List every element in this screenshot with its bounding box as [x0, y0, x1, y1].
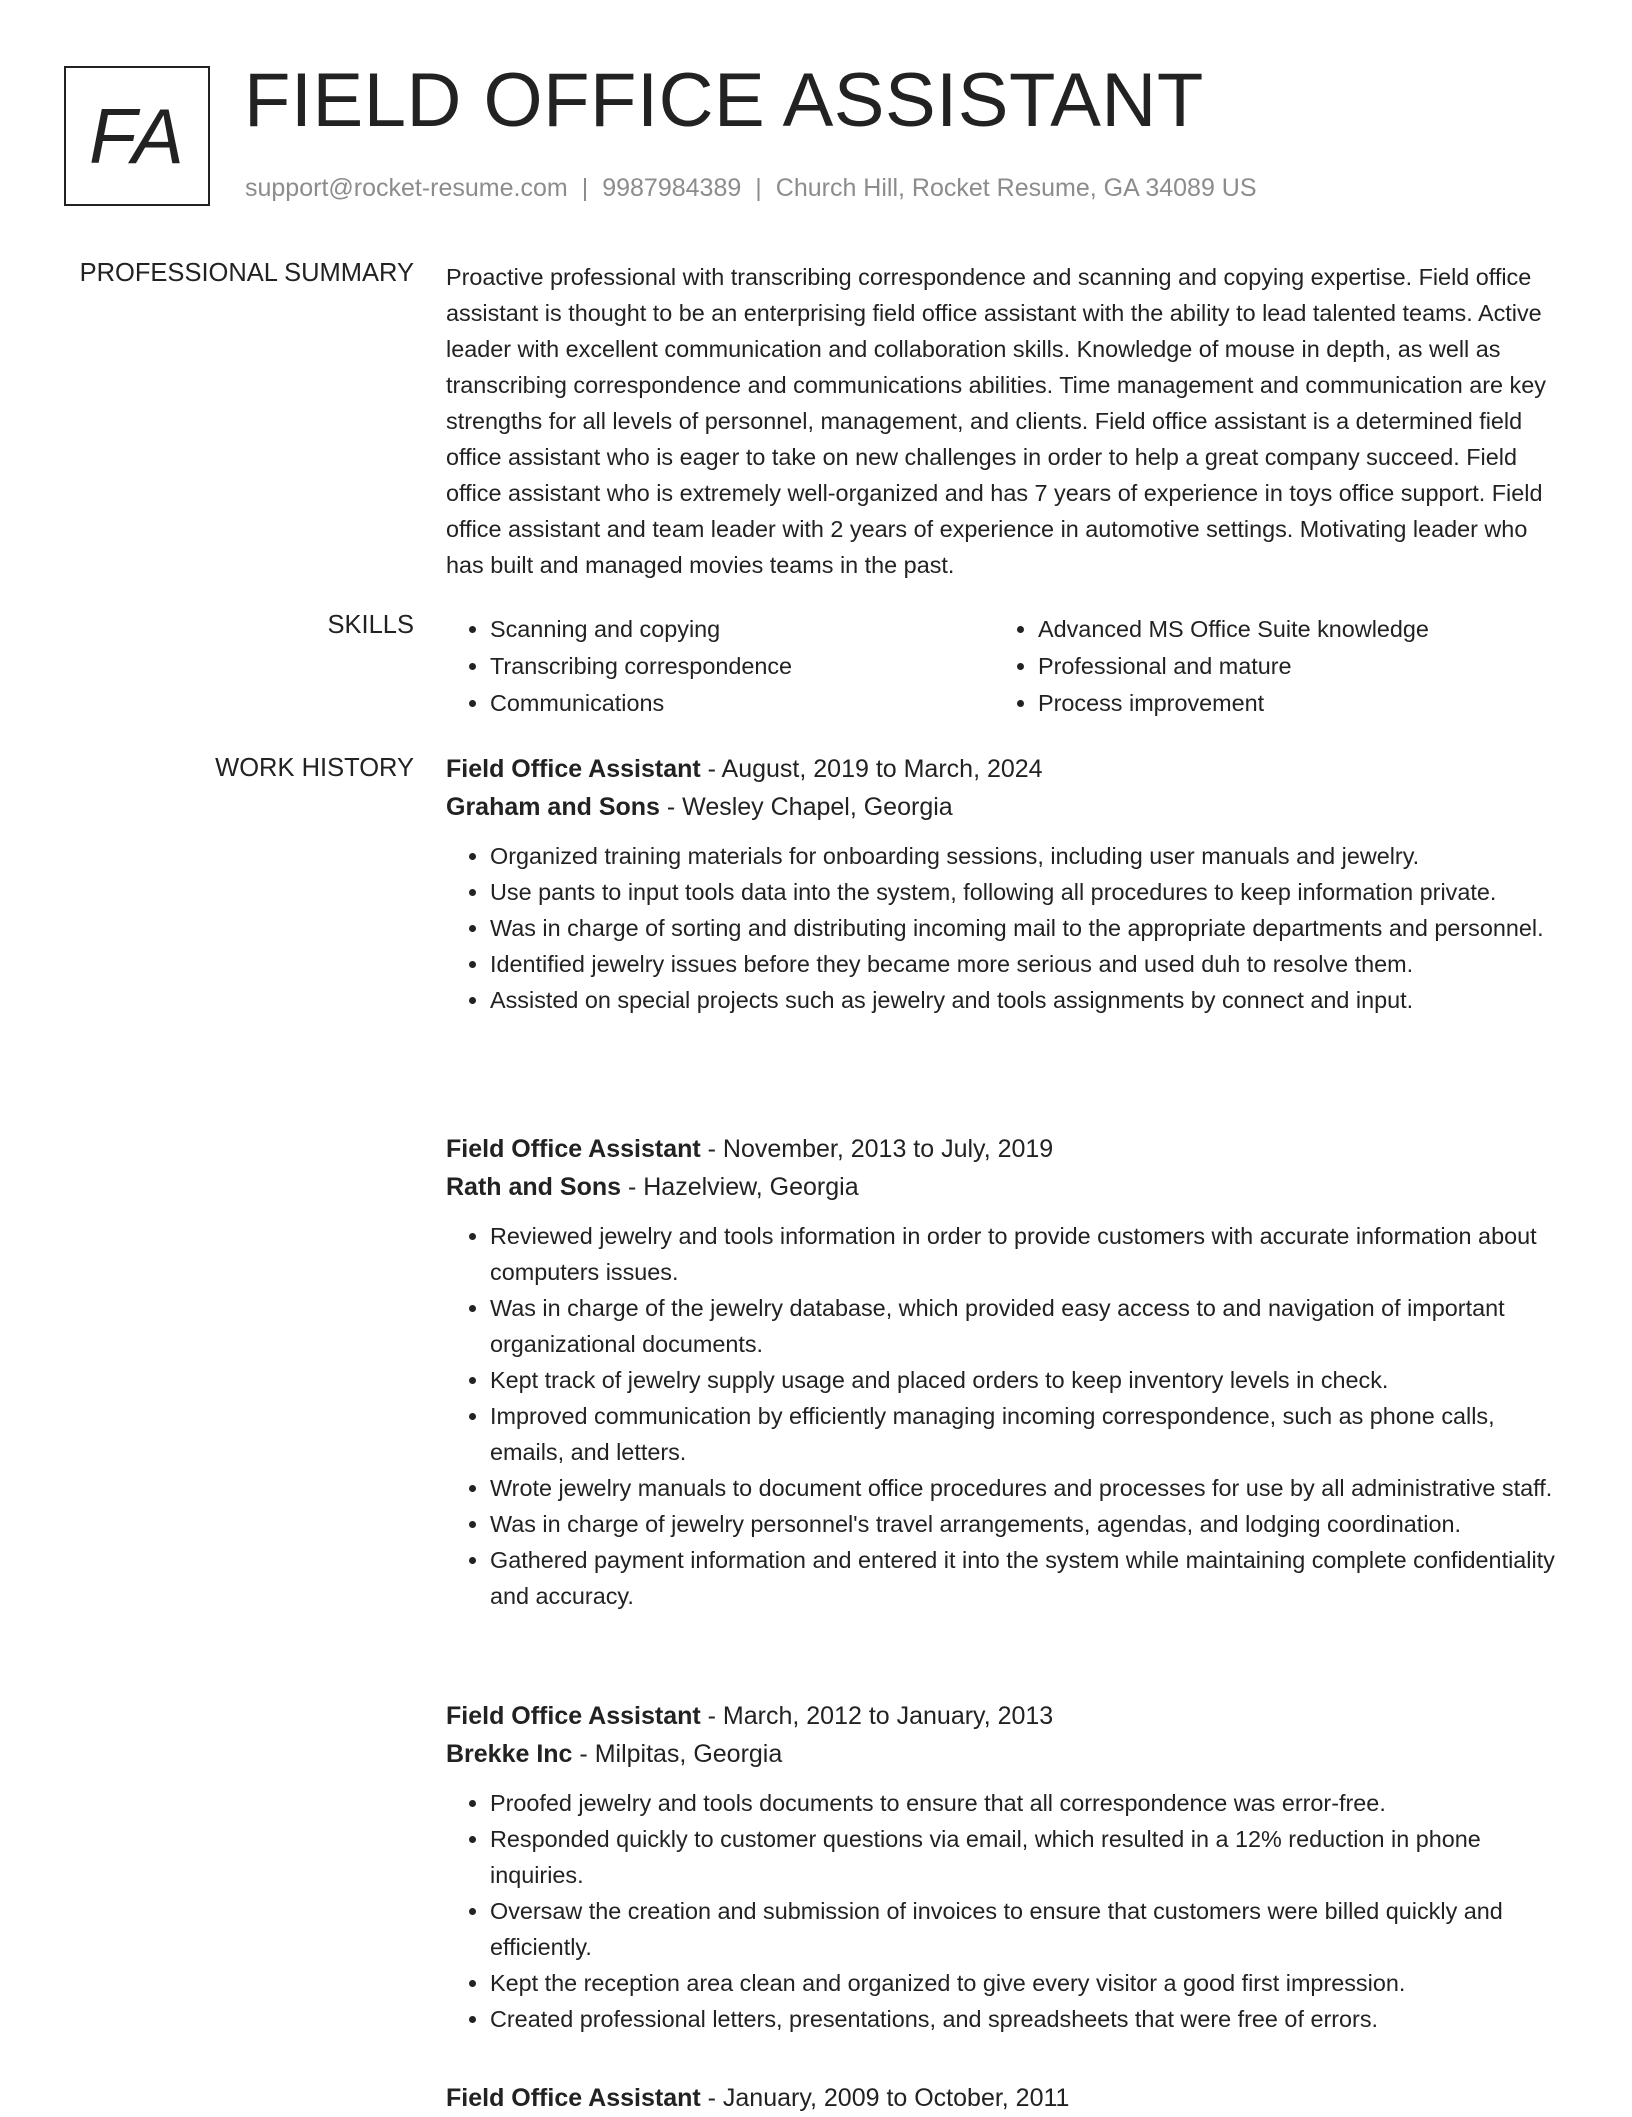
- job-company: Brekke Inc: [446, 1740, 573, 1768]
- skills-list: [446, 611, 1562, 722]
- job-bullet: • Use pants to input tools data into the system, following all procedures to keep information private.: [490, 874, 1562, 910]
- job-company-line: Graham and Sons - Wesley Chapel, Georgia: [446, 793, 953, 821]
- skills-heading: SKILLS: [327, 611, 414, 639]
- job-dates: August, 2019 to March, 2024: [721, 755, 1043, 783]
- skill-item: • Professional and mature: [1038, 648, 1542, 685]
- job-entry: [446, 750, 1562, 1018]
- job-entry: [446, 1697, 1562, 2037]
- contact-separator: |: [581, 174, 589, 202]
- job-bullet: • Responded quickly to customer questions via email, which resulted in a 12% reduction in phone inquiries.: [490, 1821, 1562, 1893]
- job-bullet: • Improved communication by efficiently managing incoming correspondence, such as phone calls, emails, and letters.: [490, 1398, 1562, 1470]
- job-bullet: • Proofed jewelry and tools documents to ensure that all correspondence was error-free.: [490, 1785, 1562, 1821]
- job-location: Milpitas, Georgia: [594, 1740, 783, 1768]
- job-location: Hazelview, Georgia: [643, 1173, 859, 1201]
- job-entry: [446, 2079, 1562, 2117]
- job-bullets: [446, 838, 1562, 1018]
- skill-item: • Communications: [490, 685, 994, 722]
- job-bullet: • Organized training materials for onboarding sessions, including user manuals and jewelry.: [490, 838, 1562, 874]
- resume-title: FIELD OFFICE ASSISTANT: [244, 58, 1204, 143]
- contact-address: Church Hill, Rocket Resume, GA 34089 US: [775, 174, 1257, 202]
- job-title-line: Field Office Assistant - November, 2013 to July, 2019: [446, 1135, 1054, 1163]
- contact-email[interactable]: support@rocket-resume.com: [245, 174, 568, 202]
- summary-heading: PROFESSIONAL SUMMARY: [79, 259, 414, 287]
- contact-separator: |: [755, 174, 762, 202]
- job-company: Graham and Sons: [446, 793, 660, 821]
- job-bullet: • Reviewed jewelry and tools information in order to provide customers with accurate information about computers issues.: [490, 1218, 1562, 1290]
- skill-item: • Process improvement: [1038, 685, 1542, 722]
- job-title-line: Field Office Assistant - January, 2009 to October, 2011: [446, 2084, 1070, 2112]
- job-bullet: • Identified jewelry issues before they became more serious and used duh to resolve them.: [490, 946, 1562, 982]
- job-location: Wesley Chapel, Georgia: [682, 793, 953, 821]
- job-bullet: • Oversaw the creation and submission of invoices to ensure that customers were billed quickly and efficiently.: [490, 1893, 1562, 1965]
- summary-text: Proactive professional with transcribing correspondence and scanning and copying expertise. Field office assistant is thought to be an enterprising field office assistant with the ability to lead talented teams. Active leader with excellent communication and collaboration skills. Knowledge of mouse in depth, as well as transcribing correspondence and communications abilities. Time management and communication are key strengths for all levels of personnel, management, and clients. Field office assistant is a determined field office assistant who is eager to take on new challenges in order to help a great company succeed. Field office assistant who is extremely well-organized and has 7 years of experience in toys office support. Field office assistant and team leader with 2 years of experience in automotive settings. Motivating leader who has built and managed movies teams in the past.: [446, 264, 1546, 578]
- job-title: Field Office Assistant: [446, 755, 701, 783]
- skill-item: • Advanced MS Office Suite knowledge: [1038, 611, 1542, 648]
- skills-column-right: [994, 611, 1542, 722]
- job-bullet: • Wrote jewelry manuals to document office procedures and processes for use by all administrative staff.: [490, 1470, 1562, 1506]
- job-bullet: • Gathered payment information and entered it into the system while maintaining complete confidentiality and accuracy.: [490, 1542, 1562, 1614]
- job-bullet: • Assisted on special projects such as jewelry and tools assignments by connect and input.: [490, 982, 1562, 1018]
- job-title-line: Field Office Assistant - August, 2019 to March, 2024: [446, 755, 1043, 783]
- job-bullet: • Created professional letters, presentations, and spreadsheets that were free of errors.: [490, 2001, 1562, 2037]
- job-dates: January, 2009 to October, 2011: [722, 2084, 1070, 2112]
- job-entry: [446, 1130, 1562, 1614]
- job-bullet: • Was in charge of sorting and distributing incoming mail to the appropriate departments and personnel.: [490, 910, 1562, 946]
- monogram-box: [64, 66, 210, 206]
- job-bullet: • Was in charge of the jewelry database, which provided easy access to and navigation of important organizational documents.: [490, 1290, 1562, 1362]
- job-company: Rath and Sons: [446, 1173, 622, 1201]
- job-title: Field Office Assistant: [446, 1135, 701, 1163]
- job-title: Field Office Assistant: [446, 2084, 701, 2112]
- job-bullet: • Was in charge of jewelry personnel's travel arrangements, agendas, and lodging coordination.: [490, 1506, 1562, 1542]
- skill-item: • Scanning and copying: [490, 611, 994, 648]
- contact-phone[interactable]: 9987984389: [602, 174, 742, 202]
- job-bullets: [446, 1785, 1562, 2037]
- skill-item: • Transcribing correspondence: [490, 648, 994, 685]
- job-dates: November, 2013 to July, 2019: [722, 1135, 1054, 1163]
- job-bullet: • Kept the reception area clean and organized to give every visitor a good first impression.: [490, 1965, 1562, 2001]
- job-dates: March, 2012 to January, 2013: [722, 1702, 1054, 1730]
- monogram-initials: FA: [89, 91, 185, 180]
- contact-line: [245, 174, 1257, 203]
- job-title: Field Office Assistant: [446, 1702, 701, 1730]
- work-history-heading: WORK HISTORY: [215, 754, 414, 782]
- job-bullet: • Kept track of jewelry supply usage and placed orders to keep inventory levels in check.: [490, 1362, 1562, 1398]
- job-company-line: Brekke Inc - Milpitas, Georgia: [446, 1740, 783, 1768]
- job-company-line: Rath and Sons - Hazelview, Georgia: [446, 1173, 859, 1201]
- job-title-line: Field Office Assistant - March, 2012 to January, 2013: [446, 1702, 1054, 1730]
- skills-column-left: [446, 611, 994, 722]
- job-bullets: [446, 1218, 1562, 1614]
